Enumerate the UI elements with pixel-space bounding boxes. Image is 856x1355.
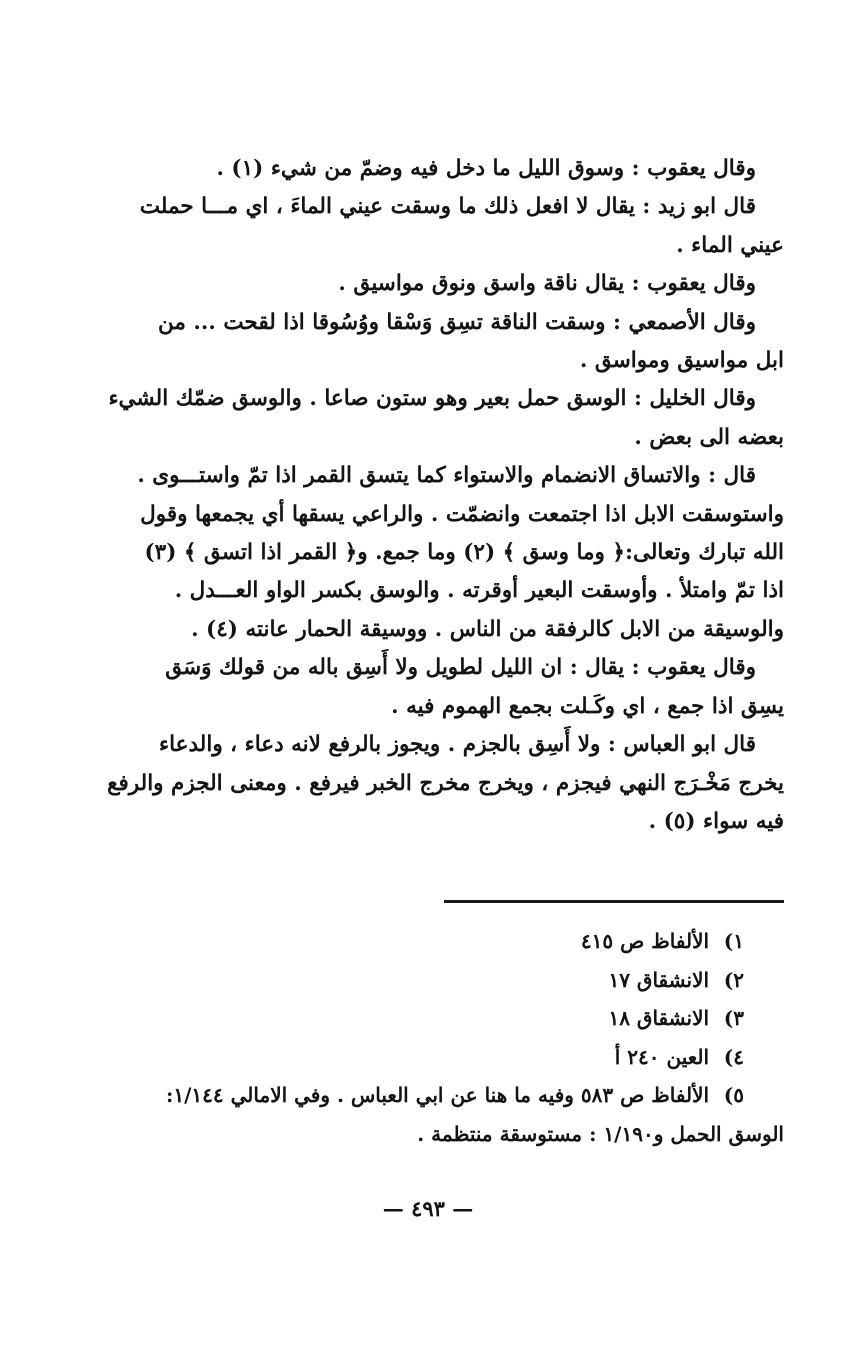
text-line: بعضه الى بعض . [634, 424, 784, 450]
text-line: وقال يعقوب : وسوق الليل ما دخل فيه وضمّ من شيء (١) . [216, 156, 756, 181]
text-line: وقال الخليل : الوسق حمل بعير وهو ستون صاعا . والوسق ضمّك الشيء [108, 386, 756, 412]
footnotes [104, 922, 784, 1153]
footnote-text: الألفاظ ص ٤١٥ [580, 929, 710, 953]
paragraph [104, 457, 784, 649]
text-line: اذا تمّ وامتلأ . وأوسقت البعير أوقرته . والوسق بكسر الواو العـــدل . [174, 578, 784, 604]
footnote-text: العين ٢٤٠ أ [614, 1044, 710, 1069]
text-line: الله تبارك وتعالى:﴿ وما وسق ﴾ (٢) وما جمع. و﴿ القمر اذا اتسق ﴾ (٣) [144, 540, 784, 566]
footnote-text: الانشقاق ١٧ [608, 967, 710, 992]
text-line: قال ابو العباس : ولا أَسِق بالجزم . ويجوز بالرفع لانه دعاء ، والدعاء [159, 732, 756, 758]
footnote [104, 1038, 784, 1077]
footnote [104, 1076, 784, 1115]
paragraph [104, 265, 784, 303]
footnote-number: ٣) [723, 1006, 744, 1030]
footnote-text: الألفاظ ص ٥٨٣ وفيه ما هنا عن ابي العباس . وفي الامالي ١/١٤٤: [165, 1083, 710, 1107]
footnote [104, 922, 784, 961]
footnote [104, 961, 784, 1000]
footnote-divider [444, 900, 784, 903]
footnote-number: ٢) [723, 967, 744, 992]
footnote-text: الانشقاق ١٨ [608, 1006, 710, 1030]
paragraph [104, 380, 784, 457]
footnote-number: ١) [723, 929, 744, 953]
footnote-continuation: الوسق الحمل و١/١٩٠ : مستوسقة منتظمة . [417, 1121, 784, 1146]
text-line: وقال يعقوب : يقال ناقة واسق ونوق مواسيق . [338, 271, 756, 297]
text-line: عيني الماء . [676, 232, 784, 258]
footnote-number: ٤) [723, 1044, 744, 1069]
text-line: قال : والاتساق الانضمام والاستواء كما يتسق القمر اذا تمّ واستـــوى . [137, 463, 756, 489]
text-line: قال ابو زيد : يقال لا افعل ذلك ما وسقت عيني الماءَ ، اي مـــا حملت [139, 194, 756, 220]
text-line: ابل مواسيق ومواسق . [579, 348, 784, 374]
text-line: فيه سواء (٥) . [648, 808, 784, 834]
paragraph [104, 649, 784, 726]
text-line: واستوسقت الابل اذا اجتمعت وانضمّت . والراعي يسقها أي يجمعها وقول [140, 501, 784, 527]
body-text [104, 150, 784, 841]
paragraph [104, 304, 784, 381]
paragraph [104, 726, 784, 841]
footnote [104, 999, 784, 1038]
text-line: وقال الأصمعي : وسقت الناقة تسِق وَسْقا ووُسُوقا اذا لقحت ... من [158, 309, 756, 335]
text-line: يسِق اذا جمع ، اي وكَـلت بجمع الهموم فيه . [391, 693, 784, 719]
footnote-number: ٥) [723, 1083, 744, 1107]
paragraph [104, 188, 784, 265]
text-line: وقال يعقوب : يقال : ان الليل لطويل ولا أَسِق باله من قولك وَسَق [165, 655, 756, 681]
page-number: — ٤٩٣ — [382, 1196, 474, 1221]
text-line: والوسيقة من الابل كالرفقة من الناس . ووسيقة الحمار عانته (٤) . [191, 616, 784, 642]
text-line: يخرج مَخْـرَج النهي فيجزم ، ويخرج مخرج الخبر فيرفع . ومعنى الجزم والرفع [107, 770, 784, 796]
paragraph [104, 150, 784, 188]
